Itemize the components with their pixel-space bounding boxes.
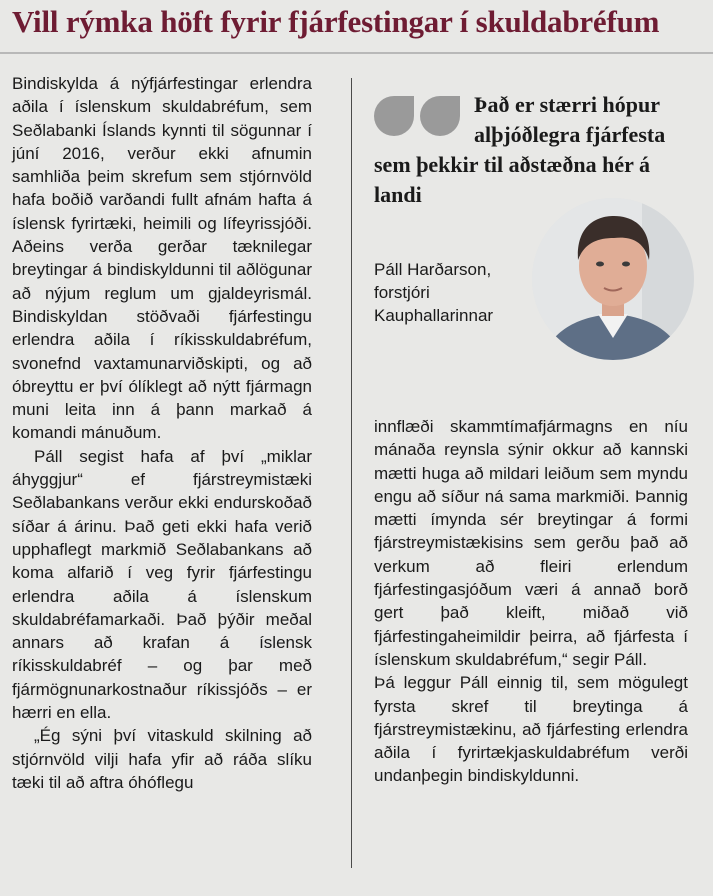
pull-quote-text — [374, 90, 674, 210]
left-column — [12, 72, 312, 794]
headline: Vill rýmka höft fyrir fjárfestingar í skuldabréfum — [12, 4, 660, 39]
portrait-illustration — [532, 198, 694, 360]
right-paragraph-1: innflæði skammtímafjármagns en níu mánaða reynsla sýnir okkur að kannski mætti huga að mildari leiðum sem myndu engu að síður ná sama markmiði. Þannig mætti ímynda sér breytingar á formi fjárstreymistækisins sem gerðu það að verkum að fleiri erlendum fjárfestingasjóðum væri á annað borð gert það kleift, miðað við fjárfestingaheimildir þeirra, að fjárfesta í íslenskum skuldabréfum,“ segir Páll. — [374, 417, 688, 669]
left-paragraph-2: Páll segist hafa af því „miklar áhyggjur“ ef fjárstreymistæki Seðlabankans verður ekki endurskoðað síðar á árinu. Það geti ekki hafa verið upphaflegt markmið Seðlabankans að koma alfarið í veg fyrir fjárfestingu erlendra aðila á íslenskum skuldabréfamarkaði. Það þýðir meðal annars að krafan á íslensk ríkisskuldabréf – og þar með fjármögnunarkostnaður ríkissjóðs – er hærri en ella. — [12, 446, 312, 723]
attribution-title: forstjóri Kauphallarinnar — [374, 283, 494, 325]
left-paragraph-3: „Ég sýni því vitaskuld skilning að stjórnvöld vilji hafa yfir að ráða slíku tæki til að aftra óhóflegu — [12, 726, 312, 792]
right-paragraph-2: Þá leggur Páll einnig til, sem mögulegt fyrsta skref til breytinga á fjárstreymistækinu, að fjárfesting erlendra aðila í fyrirtækjaskuldabréfum verði undanþegin bindiskyldunni. — [374, 673, 688, 786]
headline-rule — [0, 52, 713, 54]
attribution-name: Páll Harðarson, — [374, 260, 492, 279]
left-paragraph-1: Bindiskylda á nýfjárfestingar erlendra aðila í íslenskum skuldabréfum, sem Seðlabanki Íslands kynnti til sögunnar í júní 2016, verður ekki afnumin samhliða þeim skrefum sem stjórnvöld hafa boðið varðandi fullt afnám hafta á íslensk fyrirtæki, heimili og lífeyrissjóði. Aðeins verða gerðar tæknilegar breytingar á bindiskyldunni til aðlögunar að nýjum reglum um gjaldeyrismál. Bindiskyldan stöðvaði fjárfestingu erlendra aðila í ríkisskuldabréfum, svonefnd vaxtamunarviðskipti, og að óbreyttu er því ólíklegt að nýtt fjármagn muni leita inn á þann markað á komandi mánuðum. — [12, 74, 312, 443]
column-divider — [351, 78, 352, 868]
pull-quote-body: Það er stærri hópur alþjóðlegra fjárfesta sem þekkir til aðstæðna hér á landi — [374, 92, 666, 207]
pull-quote-attribution — [374, 258, 534, 327]
pull-quote — [374, 90, 704, 400]
right-column — [374, 415, 688, 788]
portrait-photo — [532, 198, 694, 360]
